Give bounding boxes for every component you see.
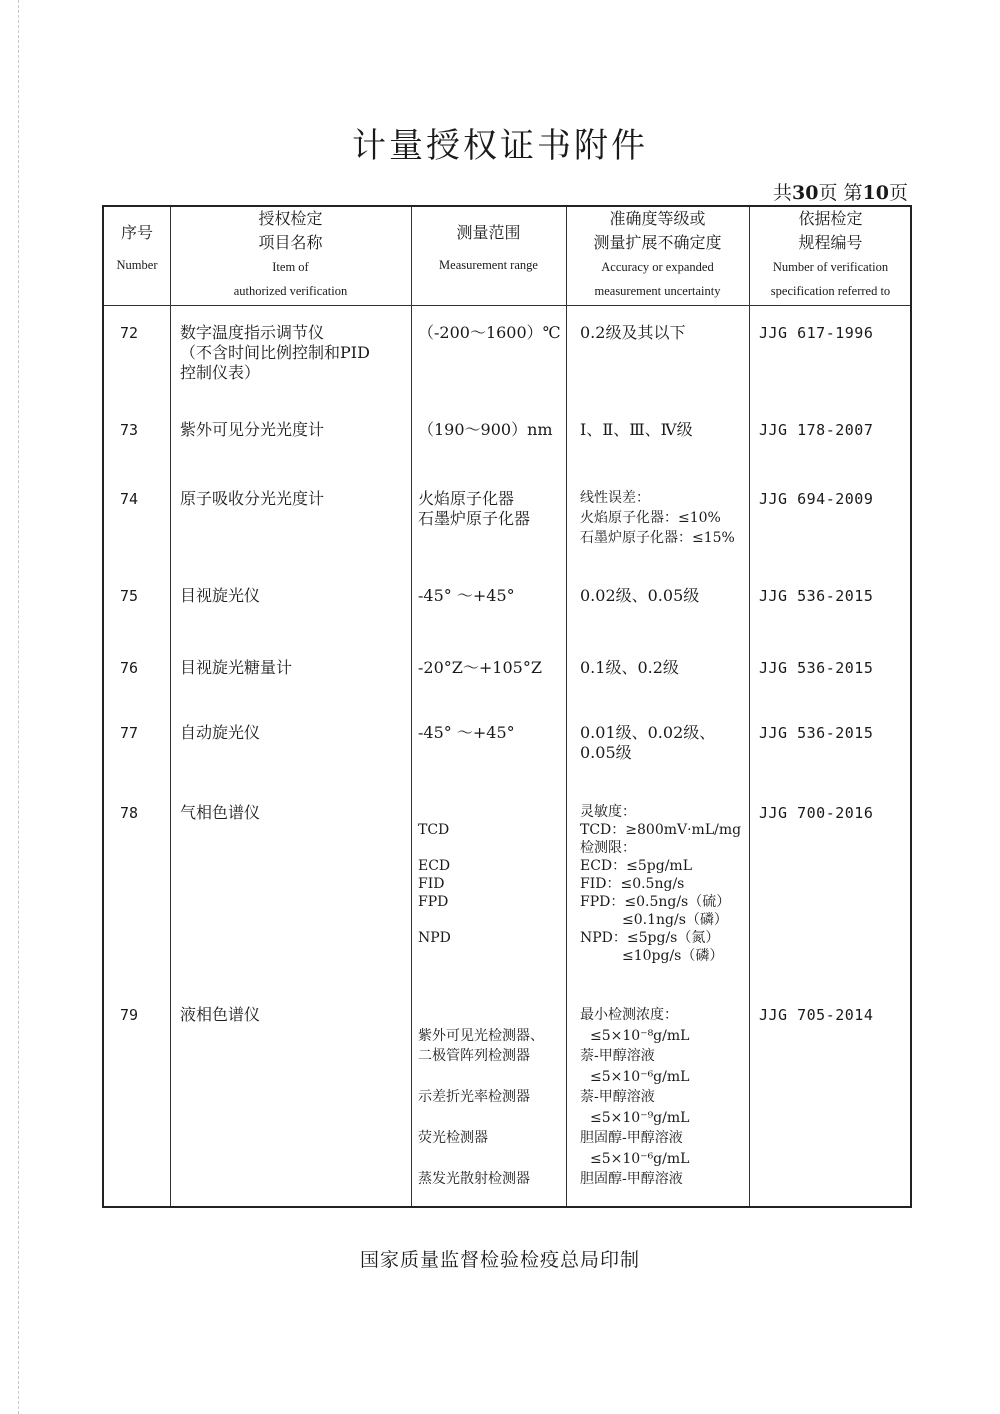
header-spec: 依据检定 规程编号 Number of verification specification referred to bbox=[770, 209, 891, 298]
authorization-table: 序号 Number 授权检定 项目名称 Item of authorized verification 测量范围 Measurement range 准确度等级或 测量扩展不确定度 Accuracy or expanded measurement uncertainty 依据检定 规程编号 Number of verification specification referred to 72 数字温度指示调节仪 （不含时间比例控制和PID 控制仪表） （-200～1600）℃ 0.2级及其以下 JJG 617-1996 73 紫外可见分光光度计 （190～900）nm Ⅰ、Ⅱ、Ⅲ、Ⅳ级 JJG 178-2007 74 原子吸收分光光度计 火焰原子化器 石墨炉原子化器 线性误差： 火焰原子化器：≤10% 石墨炉原子化器：≤15% JJG 694-2009 75 目视旋光仪 -45° ～+45° 0.02级、0.05级 JJG 536-2015 76 目视旋光糖量计 -20°Z～+105°Z 0.1级、0.2级 JJG 536-2015 77 自动旋光仪 -45° ～+45° 0.01级、0.02级、 0.05级 JJG 536-2015 78 气相色谱仪 TCD ECD FID FPD NPD 灵敏度： TCD：≥800mV·mL/mg 检测限： ECD：≤5pg/mL FID：≤0.5ng/s FPD：≤0.5ng/s（硫） ≤0.1ng/s（磷） NPD：≤5pg/s（氮） ≤10pg/s（磷） JJG 700-2016 79 液相色谱仪 紫外可见光检测器、 二极管阵列检测器 示差折光率检测器 荧光检测器 蒸发光散射检测器 最小检测浓度： ≤5×10⁻⁸g/mL 萘-甲醇溶液 ≤5×10⁻⁶g/mL 萘-甲醇溶液 ≤5×10⁻⁹g/mL 胆固醇-甲醇溶液 ≤5×10⁻⁶g/mL 胆固醇-甲醇溶液 JJG 705-2014 bbox=[102, 205, 912, 1208]
footer-printer: 国家质量监督检验检疫总局印制 bbox=[359, 1249, 640, 1271]
header-number: 序号 Number bbox=[116, 223, 158, 272]
header-range: 测量范围 Measurement range bbox=[439, 223, 538, 272]
page-info: 共30页 第10页 bbox=[772, 182, 908, 204]
binding-line bbox=[18, 0, 19, 1414]
page-title: 计量授权证书附件 bbox=[352, 126, 648, 166]
header-item: 授权检定 项目名称 Item of authorized verification bbox=[233, 209, 348, 298]
header-accuracy: 准确度等级或 测量扩展不确定度 Accuracy or expanded measurement uncertainty bbox=[593, 209, 722, 298]
